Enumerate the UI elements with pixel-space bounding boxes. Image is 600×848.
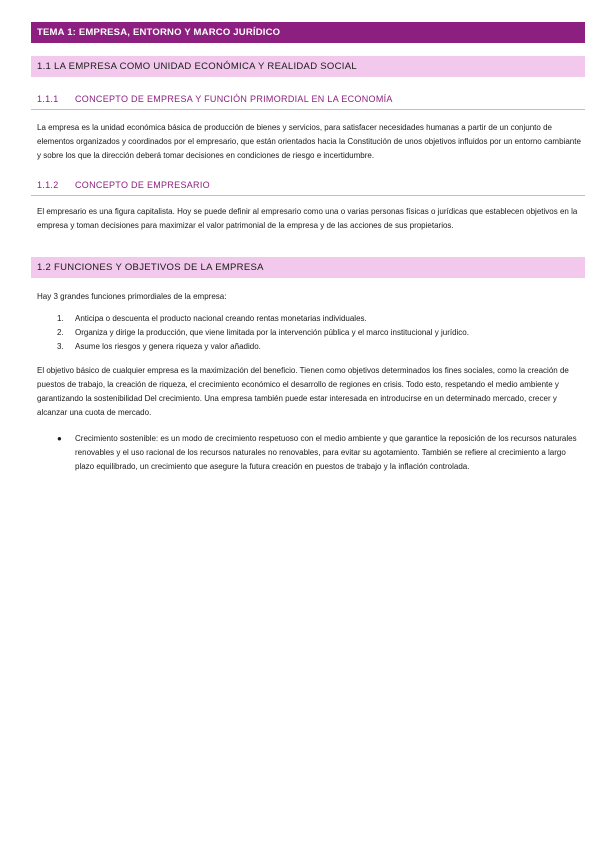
list-item bbox=[37, 312, 582, 326]
bullet-icon: ● bbox=[57, 434, 62, 443]
subsection-heading-1-1-1 bbox=[37, 94, 393, 104]
list-number: 1. bbox=[57, 314, 64, 323]
list-number: 3. bbox=[57, 342, 64, 351]
paragraph-intro-funciones: Hay 3 grandes funciones primordiales de la empresa: bbox=[37, 292, 227, 301]
subsection-number: 1.1.1 bbox=[37, 94, 59, 104]
paragraph-concepto-empresa: La empresa es la unidad económica básica de producción de bienes y servicios, para satisfacer necesidades humanas a partir de un conjunto de elementos organizados y coordinados por el empresario, que están orientados hacia la Constitución de unos objetivos influidos por un entorno cambiante y sobre los que la dirección deberá tomar decisiones en condiciones de riesgo e incertidumbre. bbox=[37, 123, 581, 160]
list-item bbox=[37, 340, 582, 354]
chapter-title-bar: TEMA 1: EMPRESA, ENTORNO Y MARCO JURÍDICO bbox=[31, 22, 585, 43]
paragraph-objetivos: El objetivo básico de cualquier empresa es la maximización del beneficio. Tienen como objetivos determinados los fines sociales, como la creación de puestos de trabajo, la creación de riqueza, el crecimiento económico el desarrollo de regiones en crisis. Todo esto, respetando el medio ambiente y garantizando la sostenibilidad Del crecimiento. Una empresa también puede estar interesada en introducirse en un determinado mercado, crecer y alcanzar una cuota de mercado. bbox=[37, 366, 569, 417]
section-heading-1-2: 1.2 FUNCIONES Y OBJETIVOS DE LA EMPRESA bbox=[31, 257, 585, 278]
section-heading-1-1: 1.1 LA EMPRESA COMO UNIDAD ECONÓMICA Y REALIDAD SOCIAL bbox=[31, 56, 585, 77]
list-item-text: Asume los riesgos y genera riqueza y valor añadido. bbox=[75, 342, 261, 351]
subsection-heading-1-1-2 bbox=[37, 180, 210, 190]
subsection-title: CONCEPTO DE EMPRESARIO bbox=[75, 180, 210, 190]
subsection-divider bbox=[31, 109, 585, 110]
functions-list bbox=[37, 312, 582, 354]
subsection-number: 1.1.2 bbox=[37, 180, 59, 190]
bullet-list bbox=[37, 432, 582, 474]
list-item-text: Organiza y dirige la producción, que viene limitada por la intervención pública y el marco institucional y jurídico. bbox=[75, 328, 469, 337]
list-item bbox=[37, 432, 582, 474]
list-item-text: Anticipa o descuenta el producto nacional creando rentas monetarias individuales. bbox=[75, 314, 367, 323]
paragraph-concepto-empresario: El empresario es una figura capitalista. Hoy se puede definir al empresario como una o varias personas físicas o jurídicas que establecen objetivos en la empresa y toman decisiones para maximizar el valor patrimonial de la empresa y de las acciones de sus propietarios. bbox=[37, 207, 578, 230]
list-number: 2. bbox=[57, 328, 64, 337]
subsection-title: CONCEPTO DE EMPRESA Y FUNCIÓN PRIMORDIAL EN LA ECONOMÍA bbox=[75, 94, 393, 104]
subsection-divider bbox=[31, 195, 585, 196]
list-item-text: Crecimiento sostenible: es un modo de crecimiento respetuoso con el medio ambiente y que garantice la reposición de los recursos naturales renovables y el uso racional de los recursos naturales no renovables, para evitar su agotamiento. También se refiere al crecimiento a largo plazo equilibrado, un crecimiento que asegure la futura creación en puestos de trabajo y la inflación controlada. bbox=[75, 434, 577, 471]
list-item bbox=[37, 326, 582, 340]
